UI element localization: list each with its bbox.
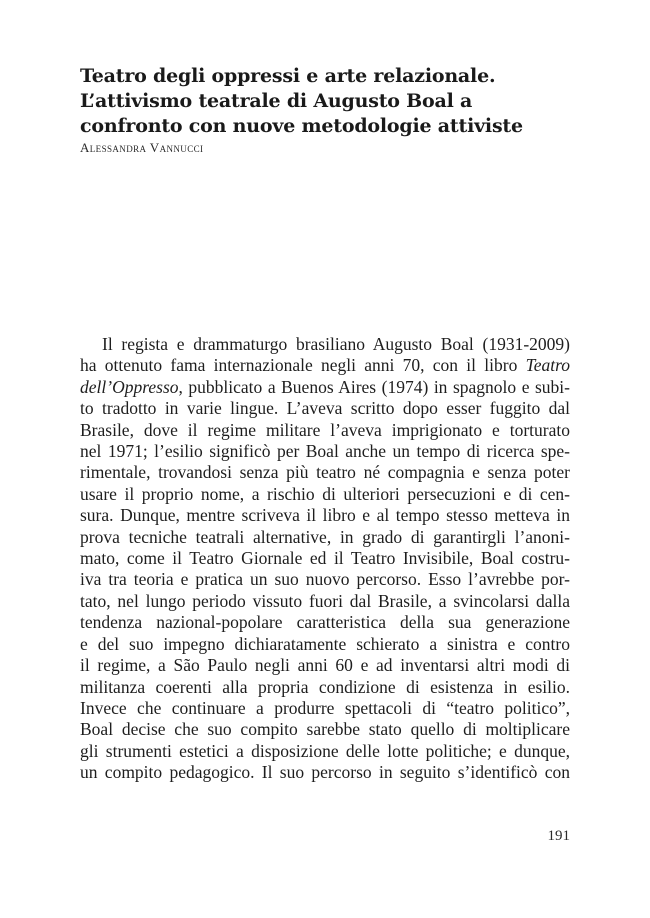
body-line-5: Brasile, dove il regime militare l’aveva imprigionato e torturato: [80, 419, 570, 440]
body-line-20: gli strumenti estetici a disposizione delle lotte politiche; e dunque,: [80, 740, 570, 761]
body-line-10: prova tecniche teatrali alternative, in grado di garantirgli l’anoni-: [80, 526, 570, 547]
article-title-line-1: Teatro degli oppressi e arte relazionale.: [80, 65, 496, 87]
body-line-9: sura. Dunque, mentre scriveva il libro e al tempo stesso metteva in: [80, 505, 570, 526]
book-title-part-2: dell’Oppresso: [80, 376, 179, 397]
body-line-3: [80, 377, 570, 398]
body-line-2-text: ha ottenuto fama internazionale negli anni 70, con il libro: [80, 355, 526, 376]
article-body: [80, 334, 570, 784]
body-line-12: iva tra teoria e pratica un suo nuovo percorso. Esso l’avrebbe por-: [80, 569, 570, 590]
body-line-19: Boal decise che suo compito sarebbe stato quello di moltiplicare: [80, 719, 570, 740]
body-line-18: Invece che continuare a produrre spettacoli di “teatro politico”,: [80, 697, 570, 718]
body-line-7: rimentale, trovandosi senza più teatro né compagnia e senza poter: [80, 462, 570, 483]
body-line-21: un compito pedagogico. Il suo percorso in seguito s’identificò con: [80, 762, 570, 783]
body-line-6: nel 1971; l’esilio significò per Boal anche un tempo di ricerca spe-: [80, 441, 570, 462]
body-line-8: usare il proprio nome, a rischio di ulteriori persecuzioni e di cen-: [80, 483, 570, 504]
body-line-14: tendenza nazional-popolare caratteristica della sua generazione: [80, 612, 570, 633]
book-title-part-1: Teatro: [525, 355, 570, 376]
article-header: [80, 64, 580, 156]
body-line-4: to tradotto in varie lingue. L’aveva scritto dopo esser fuggito dal: [80, 398, 570, 419]
body-line-15: e del suo impegno dichiaratamente schierato a sinistra e contro: [80, 633, 570, 654]
body-line-11: mato, come il Teatro Giornale ed il Teatro Invisibile, Boal costru-: [80, 548, 570, 569]
body-line-16: il regime, a São Paulo negli anni 60 e ad inventarsi altri modi di: [80, 655, 570, 676]
page-number: 191: [547, 828, 570, 844]
body-line-3-text: , pubblicato a Buenos Aires (1974) in spagnolo e subi-: [178, 376, 570, 397]
article-title-line-2: L’attivismo teatrale di Augusto Boal a: [80, 90, 473, 112]
body-line-2: [80, 355, 570, 376]
body-line-17: militanza coerenti alla propria condizione di esistenza in esilio.: [80, 676, 570, 697]
body-line-13: tato, nel lungo periodo vissuto fuori dal Brasile, a svincolarsi dalla: [80, 590, 570, 611]
article-author: Alessandra Vannucci: [80, 140, 204, 155]
body-line-1: Il regista e drammaturgo brasiliano Augusto Boal (1931-2009): [102, 334, 570, 354]
article-title-line-3: confronto con nuove metodologie attiviste: [80, 115, 523, 137]
